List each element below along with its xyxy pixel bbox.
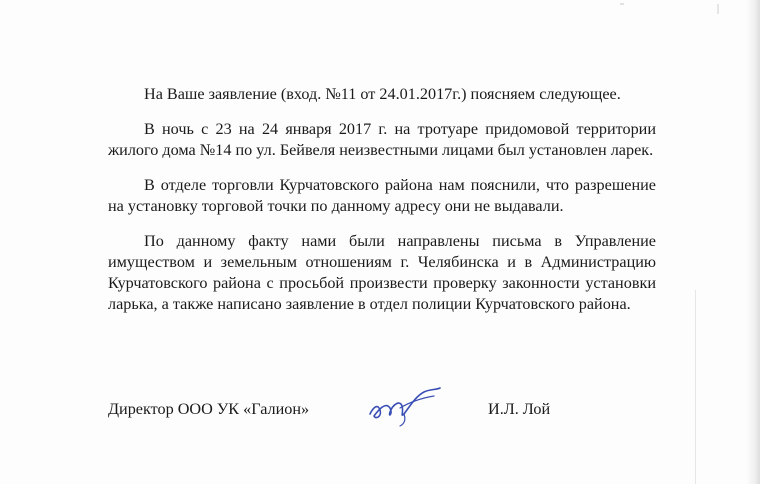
paragraph-trade-department — [108, 175, 656, 217]
letter-body — [108, 84, 656, 329]
page-fold-line — [695, 290, 696, 484]
paragraph-intro — [108, 84, 656, 105]
paragraph-actions-taken — [108, 231, 656, 315]
page-edge-shadow — [746, 0, 760, 484]
signatory-position: Директор ООО УК «Галион» — [108, 400, 310, 418]
paragraph-trade-department-text: В отделе торговли Курчатовского района нам пояснили, что разрешение на установку торговой точки по данному адресу они не выдавали. — [108, 176, 656, 215]
paragraph-incident-text: В ночь с 23 на 24 января 2017 г. на тротуаре придомовой территории жилого дома №14 по ул. Бейвеля неизвестными лицами был установлен ларек. — [108, 120, 656, 159]
handwritten-signature — [360, 384, 450, 428]
scan-artifact-mark — [590, 0, 730, 22]
paragraph-incident — [108, 119, 656, 161]
signature-block — [108, 394, 656, 434]
paragraph-intro-text: На Ваше заявление (вход. №11 от 24.01.2017г.) поясняем следующее. — [144, 85, 621, 103]
signatory-name: И.Л. Лой — [488, 400, 551, 418]
paragraph-actions-taken-text: По данному факту нами были направлены письма в Управление имуществом и земельным отношениям г. Челябинска и в Администрацию Курчатовского района с просьбой произвести проверку законности установки ларька, а также написано заявление в отдел полиции Курчатовского района. — [108, 232, 656, 313]
